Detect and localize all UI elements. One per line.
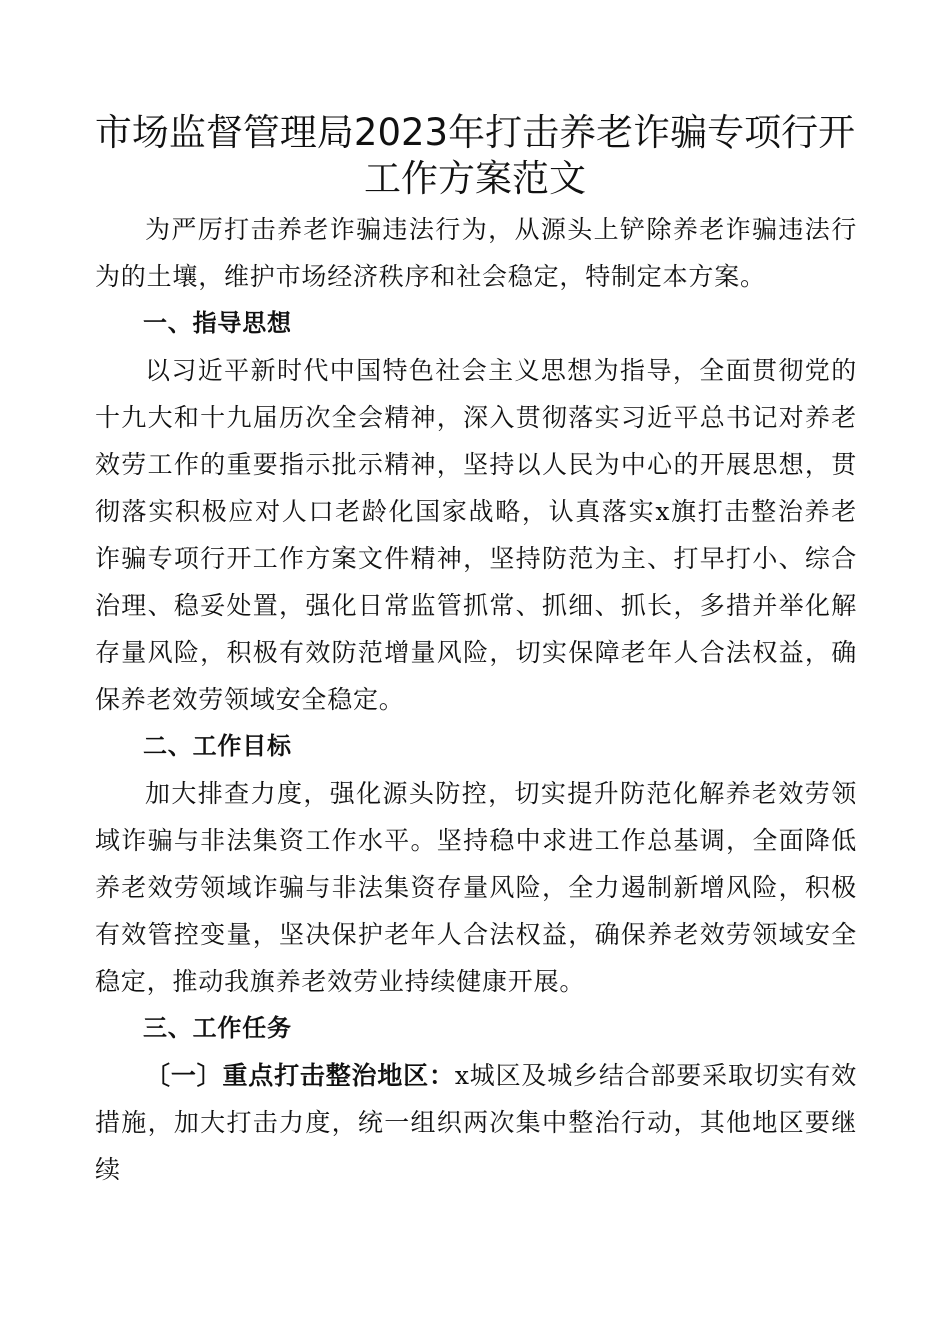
work-task-item-1-lead: 〔一〕重点打击整治地区： bbox=[145, 1061, 455, 1090]
work-goals-paragraph: 加大排查力度，强化源头防控，切实提升防范化解养老效劳领域诈骗与非法集资工作水平。坚持稳中求进工作总基调，全面降低养老效劳领域诈骗与非法集资存量风险，全力遏制新增风险，积极有效管控变量，坚决保护老年人合法权益，确保养老效劳领域安全稳定，推动我旗养老效劳业持续健康开展。 bbox=[95, 779, 857, 996]
guiding-ideology-paragraph: 以习近平新时代中国特色社会主义思想为指导，全面贯彻党的十九大和十九届历次全会精神，深入贯彻落实习近平总书记对养老效劳工作的重要指示批示精神，坚持以人民为中心的开展思想，贯彻落实积极应对人口老龄化国家战略，认真落实x旗打击整治养老诈骗专项行开工作方案文件精神，坚持防范为主、打早打小、综合治理、稳妥处置，强化日常监管抓常、抓细、抓长，多措并举化解存量风险，积极有效防范增量风险，切实保障老年人合法权益，确保养老效劳领域安全稳定。 bbox=[95, 356, 857, 714]
document-body bbox=[95, 206, 857, 1193]
section-heading-guiding-ideology: 一、指导思想 bbox=[143, 309, 292, 337]
section-heading-work-tasks: 三、工作任务 bbox=[143, 1014, 292, 1042]
document-title: 市场监督管理局2023年打击养老诈骗专项行开工作方案范文 bbox=[94, 111, 856, 200]
work-task-item-1-text: x城区及城乡结合部要采取切实有效措施，加大打击力度，统一组织两次集中整治行动，其他地区要继续 bbox=[95, 1061, 857, 1184]
work-task-item-1 bbox=[95, 1052, 857, 1193]
intro-paragraph: 为严厉打击养老诈骗违法行为，从源头上铲除养老诈骗违法行为的土壤，维护市场经济秩序和社会稳定，特制定本方案。 bbox=[95, 215, 857, 291]
section-heading-work-goals: 二、工作目标 bbox=[143, 732, 292, 760]
